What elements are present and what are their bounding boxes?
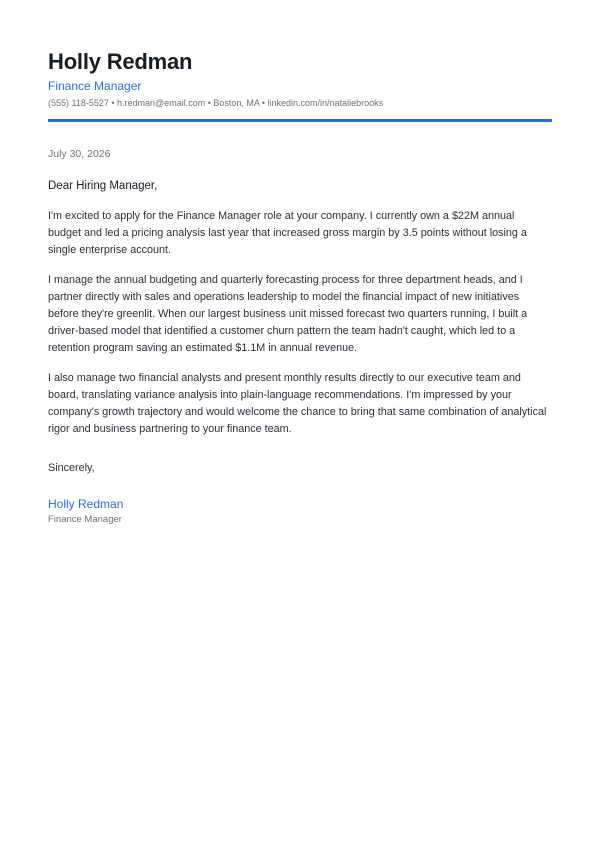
applicant-title: Finance Manager — [48, 79, 142, 93]
signature-title: Finance Manager — [48, 514, 122, 525]
body-paragraph-1: I'm excited to apply for the Finance Manager role at your company. I currently own a $22M annual budget and led a pricing analysis last year that increased gross margin by 3.5 points without losing a single enterprise account. — [48, 210, 527, 256]
contact-line: (555) 118-5527 • h.redman@email.com • Boston, MA • linkedin.com/in/nataliebrooks — [48, 98, 384, 108]
closing: Sincerely, — [48, 462, 95, 474]
header-divider — [48, 119, 552, 122]
letter-date: July 30, 2026 — [48, 148, 111, 160]
applicant-name: Holly Redman — [48, 49, 193, 74]
salutation: Dear Hiring Manager, — [48, 180, 158, 192]
body-paragraph-2: I manage the annual budgeting and quarterly forecasting process for three department heads, and I partner directly with sales and operations leadership to model the financial impact of new initiatives before they're greenlit. When our largest business unit missed forecast two quarters running, I built a driver-based model that identified a customer churn pattern the team hadn't caught, which led to a retention program saving an estimated $1.1M in annual revenue. — [48, 274, 528, 354]
body-paragraph-3: I also manage two financial analysts and present monthly results directly to our executive team and board, translating variance analysis into plain-language recommendations. I'm impressed by your company's growth trajectory and would welcome the chance to bring that same combination of analytical rigor and business partnering to your finance team. — [48, 372, 547, 435]
signature-name: Holly Redman — [48, 497, 124, 511]
